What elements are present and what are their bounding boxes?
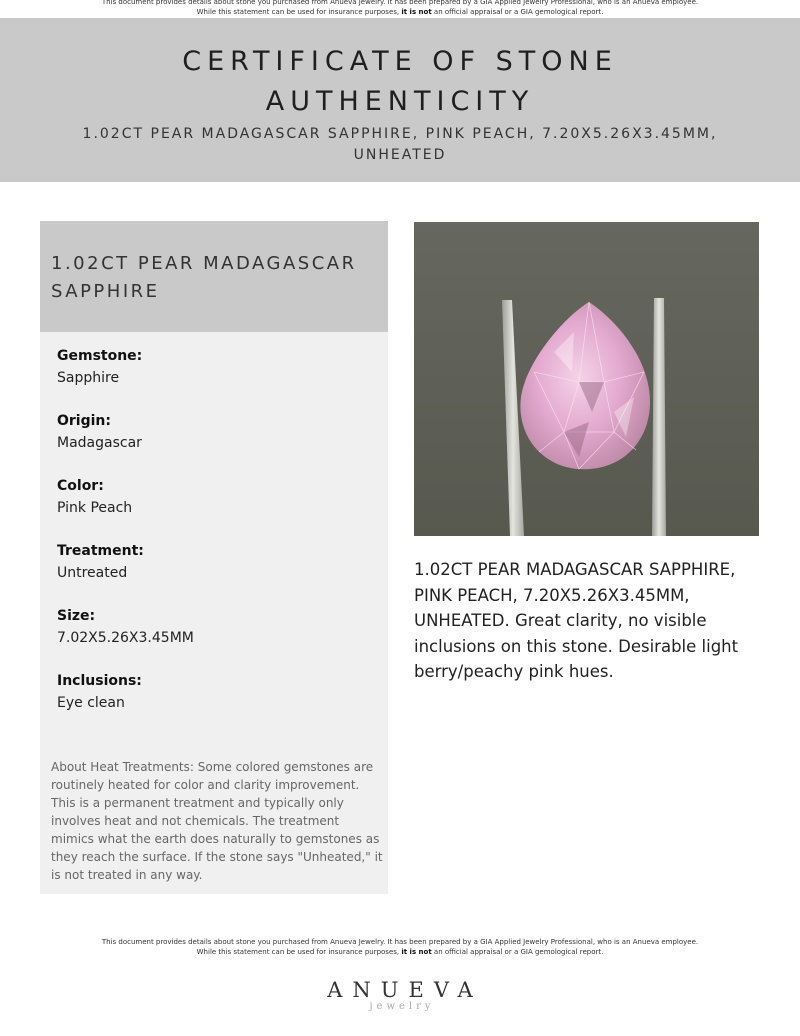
disclaimer-line-2-bold: it is not bbox=[401, 8, 432, 16]
spec-label: Color: bbox=[57, 478, 104, 494]
spec-label: Gemstone: bbox=[57, 348, 143, 364]
spec-gemstone bbox=[57, 345, 377, 410]
spec-value: Pink Peach bbox=[57, 500, 133, 516]
stone-description: 1.02CT PEAR MADAGASCAR SAPPHIRE, PINK PEACH, 7.20X5.26X3.45MM, UNHEATED. Great clarity, no visible inclusions on this stone. Desirable light berry/peachy pink hues. bbox=[414, 560, 739, 681]
certificate-title: CERTIFICATE OF STONE AUTHENTICITY bbox=[182, 46, 618, 117]
anueva-logo: ANUEVA bbox=[327, 978, 483, 1002]
spec-label: Treatment: bbox=[57, 543, 144, 559]
stone-photo bbox=[414, 222, 759, 536]
spec-color bbox=[57, 475, 377, 540]
spec-label: Origin: bbox=[57, 413, 111, 429]
spec-value: 7.02X5.26X3.45MM bbox=[57, 630, 194, 646]
disclaimer-line-2 bbox=[0, 947, 800, 957]
spec-origin bbox=[57, 410, 377, 475]
certificate-header bbox=[0, 18, 800, 182]
disclaimer-line-2-pre: While this statement can be used for insurance purposes, bbox=[196, 8, 402, 16]
disclaimer-line-1: This document provides details about stone you purchased from Anueva Jewelry. It has been prepared by a GIA Applied Jewelry Professional, who is an Anueva employee. bbox=[101, 0, 699, 6]
stone-details-panel bbox=[40, 221, 388, 894]
certificate-subtitle: 1.02CT PEAR MADAGASCAR SAPPHIRE, PINK PEACH, 7.20X5.26X3.45MM, UNHEATED bbox=[82, 126, 718, 163]
panel-heading-box bbox=[40, 221, 388, 332]
disclaimer-line-2-pre: While this statement can be used for insurance purposes, bbox=[196, 948, 402, 956]
spec-value: Madagascar bbox=[57, 435, 142, 451]
anueva-logo-subtitle: jewelry bbox=[369, 1001, 435, 1012]
panel-heading: 1.02CT PEAR MADAGASCAR SAPPHIRE bbox=[51, 253, 357, 302]
disclaimer-line-1: This document provides details about stone you purchased from Anueva Jewelry. It has been prepared by a GIA Applied Jewelry Professional, who is an Anueva employee. bbox=[101, 938, 699, 946]
spec-list bbox=[57, 345, 377, 735]
disclaimer-bottom bbox=[0, 937, 800, 957]
spec-value: Eye clean bbox=[57, 695, 125, 711]
spec-size bbox=[57, 605, 377, 670]
spec-value: Sapphire bbox=[57, 370, 120, 386]
spec-treatment bbox=[57, 540, 377, 605]
heat-treatment-note: About Heat Treatments: Some colored gemstones are routinely heated for color and clarity improvement. This is a permanent treatment and typically only involves heat and not chemicals. The treatment mimics what the earth does naturally to gemstones as they reach the surface. If the stone says "Unheated," it is not treated in any way. bbox=[51, 760, 383, 882]
spec-label: Inclusions: bbox=[57, 673, 142, 689]
disclaimer-line-2-post: an official appraisal or a GIA gemological report. bbox=[431, 8, 604, 16]
disclaimer-top bbox=[0, 0, 800, 17]
pear-sapphire-image bbox=[414, 222, 759, 536]
disclaimer-line-2-bold: it is not bbox=[401, 948, 432, 956]
disclaimer-line-2 bbox=[0, 7, 800, 17]
spec-value: Untreated bbox=[57, 565, 128, 581]
spec-label: Size: bbox=[57, 608, 96, 624]
spec-inclusions bbox=[57, 670, 377, 735]
disclaimer-line-2-post: an official appraisal or a GIA gemological report. bbox=[431, 948, 604, 956]
